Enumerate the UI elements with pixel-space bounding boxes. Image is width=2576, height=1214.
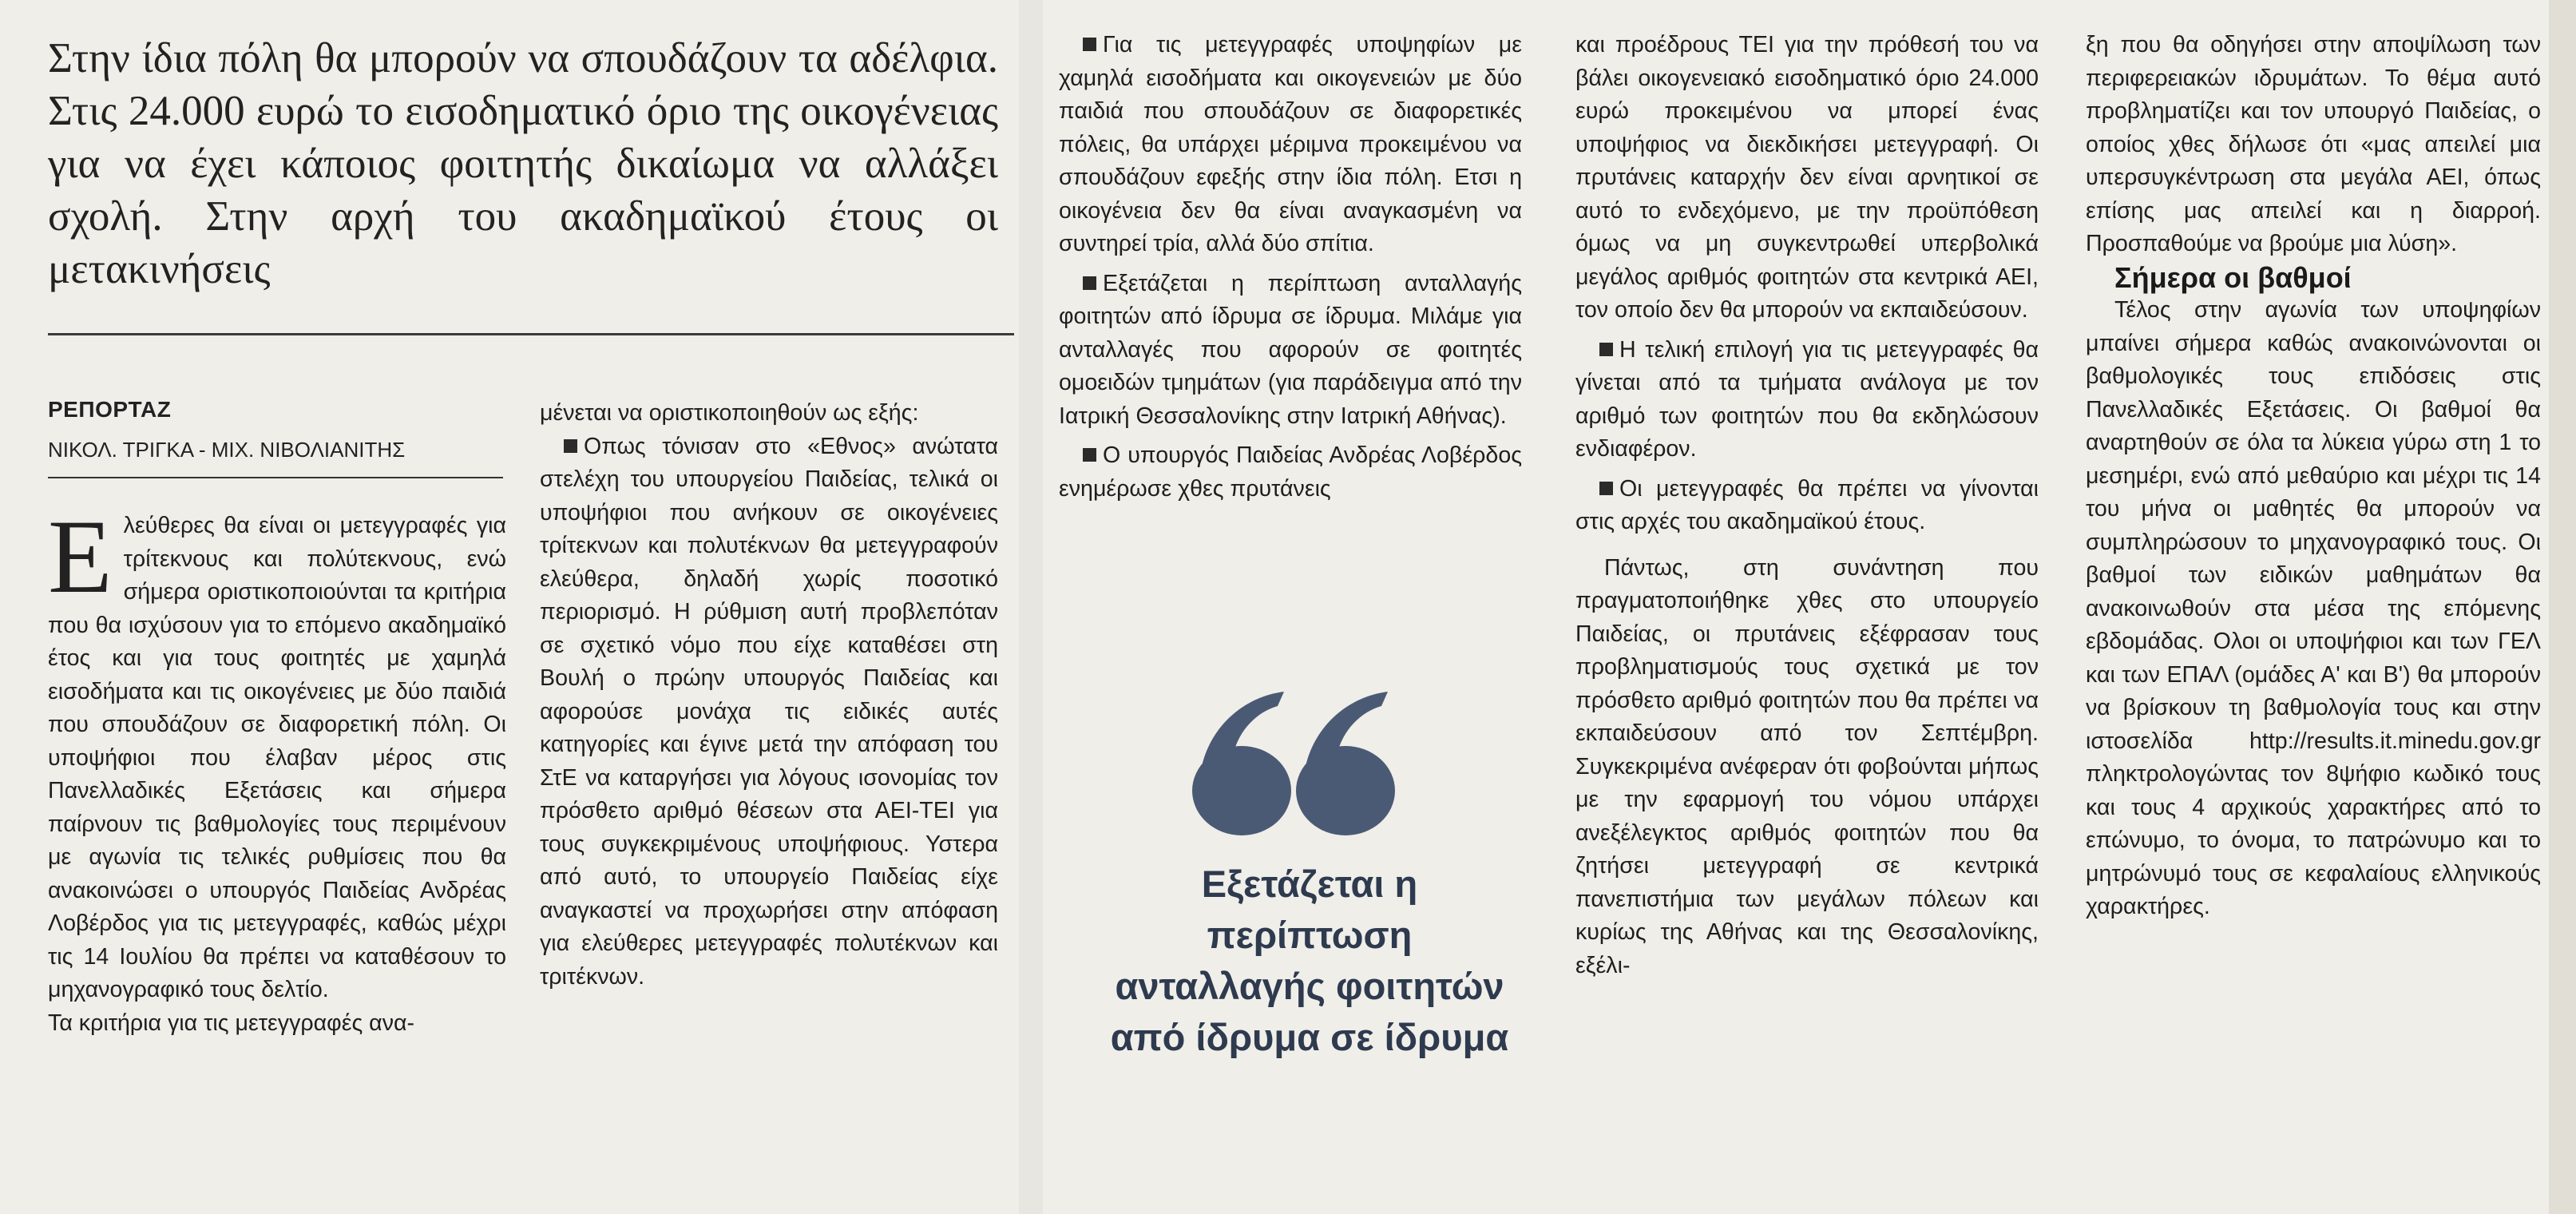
paragraph: και προέδρους ΤΕΙ για την πρόθεσή του να βάλει οικογενειακό εισοδηματικό όριο 24.000 ευρώ προκειμένου να μπορεί ένας υποψήφιος να διεκδικήσει μετεγγραφή. Οι πρυτάνεις καταρχήν δεν είναι αρνητικοί σε αυτό το ενδεχόμενο, με την προϋπόθεση όμως να μη συγκεντρωθεί υπερβολικά μεγάλος αριθμός φοιτητών στα κεντρικά ΑΕΙ, τον οποίο δεν θα μπορούν να εκπαιδεύσουν. bbox=[1575, 32, 2039, 323]
drop-cap: Ε bbox=[48, 498, 113, 615]
article-deck: Στην ίδια πόλη θα μπορούν να σπουδάζουν τα αδέλφια. Στις 24.000 ευρώ το εισοδηματικό όριο της οικογένειας για να έχει κάποιος φοιτητής δικαίωμα να αλλάξει σχολή. Στην αρχή του ακαδημαϊκού έτους οι μετακινήσεις bbox=[48, 35, 998, 292]
pull-quote: Εξετάζεται η περίπτωση ανταλλαγής φοιτητών από ίδρυμα σε ίδρυμα bbox=[1110, 863, 1509, 1058]
subheading: Σήμερα οι βαθμοί bbox=[2114, 260, 2352, 294]
square-bullet-icon bbox=[1083, 448, 1096, 462]
paragraph: Πάντως, στη συνάντηση που πραγματοποιήθηκε χθες στο υπουργείο Παιδείας, οι πρυτάνεις εξέφρασαν τους προβληματισμούς τους σχετικά με τον πρόσθετο αριθμό φοιτητών που θα πρέπει να εκπαιδεύσουν από τον Σεπτέμβρη. Συγκεκριμένα ανέφεραν ότι φοβούνται μήπως με την εφαρμογή του νόμου υπάρχει ανεξέλεγκτος αριθμός φοιτητών που θα ζητήσει μετεγγραφή σε κεντρικά πανεπιστήμια των μεγάλων πόλεων και κυρίως της Αθήνας και της Θεσσαλονίκης, εξέλι- bbox=[1575, 554, 2039, 978]
column-2 bbox=[540, 397, 998, 994]
paragraph bbox=[48, 498, 506, 1007]
bullet-text: Οι μετεγγραφές θα πρέπει να γίνονται στις αρχές του ακαδημαϊκού έτους. bbox=[1575, 475, 2039, 534]
square-bullet-icon bbox=[1599, 482, 1613, 495]
bullet-paragraph bbox=[1575, 334, 2039, 466]
paragraph: Τέλος στην αγωνία των υποψηφίων μπαίνει σήμερα καθώς ανακοινώνονται οι βαθμολογικές τους επιδόσεις στις Πανελλαδικές Εξετάσεις. Οι βαθμοί θα αναρτηθούν σε όλα τα λύκεια γύρω στη 1 το μεσημέρι, ενώ από μεθαύριο και μέχρι τις 14 του μήνα οι μαθητές θα μπορούν να συμπληρώσουν το μηχανογραφικό τους. Οι βαθμοί των ειδικών μαθημάτων θα ανακοινωθούν στα μέσα της επόμενης εβδομάδας. Ολοι οι υποψήφιοι και των ΓΕΛ και των ΕΠΑΛ (ομάδες Α' και Β') θα μπορούν να βρίσκουν τη βαθμολογία τους και στην ιστοσελίδα http://results.it.minedu.gov.gr πληκτρολογώντας τον 8ψήφιο κωδικό τους και τους 4 αρχικούς χαρακτήρες από το επώνυμο, το όνομα, το πατρώνυμο και το μητρώνυμό τους σε κεφαλαίους ελληνικούς χαρακτήρες. bbox=[2086, 297, 2541, 919]
opening-quote-icon bbox=[1182, 687, 1405, 839]
square-bullet-icon bbox=[564, 439, 577, 453]
paragraph: ξη που θα οδηγήσει στην αποψίλωση των περιφερειακών ιδρυμάτων. Το θέμα αυτό προβληματίζει και τον υπουργό Παιδείας, ο οποίος χθες δήλωσε ότι «μας απειλεί μια υπερσυγκέντρωση στα μεγάλα ΑΕΙ, όπως επίσης μας απειλεί και η διαρροή. Προσπαθούμε να βρούμε μια λύση». bbox=[2086, 32, 2541, 256]
bullet-paragraph bbox=[1059, 268, 1522, 434]
paragraph: μένεται να οριστικοποιηθούν ως εξής: bbox=[540, 400, 919, 426]
paragraph: Τα κριτήρια για τις μετεγγραφές ανα- bbox=[48, 1010, 415, 1036]
byline-authors: ΝΙΚΟΛ. ΤΡΙΓΚΑ - ΜΙΧ. ΝΙΒΟΛΙΑΝΙΤΗΣ bbox=[48, 438, 406, 462]
bullet-text: Για τις μετεγγραφές υποψηφίων με χαμηλά εισοδήματα και οικογενειών με δύο παιδιά που σπουδάζουν σε διαφορετικές πόλεις, θα υπάρχει μέριμνα προκειμένου να σπουδάζουν εφεξής στην ίδια πόλη. Ετσι η οικογένεια δεν θα είναι αναγκασμένη να συντηρεί τρία, αλλά δύο σπίτια. bbox=[1059, 32, 1522, 256]
column-4 bbox=[1575, 29, 2039, 982]
column-1 bbox=[48, 498, 506, 1040]
bullet-paragraph bbox=[540, 430, 998, 994]
column-5 bbox=[2086, 29, 2541, 924]
square-bullet-icon bbox=[1083, 38, 1096, 51]
deck-divider bbox=[48, 333, 1014, 335]
bullet-paragraph bbox=[1575, 473, 2039, 539]
bullet-text: Εξετάζεται η περίπτωση ανταλλαγής φοιτητών από ίδρυμα σε ίδρυμα. Μιλάμε για ανταλλαγές που αφορούν σε φοιτητές ομοειδών τμημάτων (για παράδειγμα από την Ιατρική Θεσσαλονίκης στην Ιατρική Αθήνας). bbox=[1059, 270, 1522, 429]
square-bullet-icon bbox=[1083, 276, 1096, 290]
bullet-text: Ο υπουργός Παιδείας Ανδρέας Λοβέρδος ενημέρωσε χθες πρυτάνεις bbox=[1059, 442, 1522, 502]
bullet-text: Η τελική επιλογή για τις μετεγγραφές θα γίνεται από τα τμήματα ανάλογα με τον αριθμό των φοιτητών που θα εκδηλώσουν ενδιαφέρον. bbox=[1575, 336, 2039, 462]
section-label: ΡΕΠΟΡΤΑΖ bbox=[48, 397, 172, 422]
bullet-text: Οπως τόνισαν στο «Εθνος» ανώτατα στελέχη του υπουργείου Παιδείας, τελικά οι υποψήφιοι που ανήκουν σε οικογένειες τρίτεκνων και πολυτέκνων θα μετεγγραφούν ελεύθερα, δηλαδή χωρίς ποσοτικό περιορισμό. Η ρύθμιση αυτή προβλεπόταν σε σχετικό νόμο που είχε καταθέσει στη Βουλή ο πρώην υπουργός Παιδείας και αφορούσε μονάχα τις ειδικές αυτές κατηγορίες και έγινε μετά την απόφαση του ΣτΕ να καταργήσει για λόγους ισονομίας τον πρόσθετο αριθμό θέσεων στα ΑΕΙ-ΤΕΙ για τους συγκεκριμένους υποψήφιους. Υστερα από αυτό, το υπουργείο Παιδείας είχε αναγκαστεί να προχωρήσει στην απόφαση για ελεύθερες μετεγγραφές πολυτέκνων και τριτέκνων. bbox=[540, 433, 998, 990]
bullet-paragraph bbox=[1059, 439, 1522, 506]
bullet-paragraph bbox=[1059, 29, 1522, 261]
square-bullet-icon bbox=[1599, 343, 1613, 356]
column-gutter bbox=[1019, 0, 1043, 1214]
lead-text: λεύθερες θα είναι οι μετεγγραφές για τρίτεκνους και πολύτεκνους, ενώ σήμερα οριστικοποιούνται τα κριτήρια που θα ισχύσουν για το επόμενο ακαδημαϊκό έτος και για τους φοιτητές με χαμηλά εισοδήματα και τις οικογένειες με δύο παιδιά που σπουδάζουν σε διαφορετική πόλη. Οι υποψήφιοι που έλαβαν μέρος στις Πανελλαδικές Εξετάσεις και σήμερα παίρνουν τις βαθμολογίες τους περιμένουν με αγωνία τις τελικές ρυθμίσεις που θα ανακοινώσει ο υπουργός Παιδείας Ανδρέας Λοβέρδος για τις μετεγγραφές, καθώς μέχρι τις 14 Ιουλίου θα πρέπει να καταθέσουν το μηχανογραφικό τους δελτίο. bbox=[48, 513, 506, 1002]
byline-divider bbox=[48, 477, 503, 478]
page-edge-strip bbox=[2549, 0, 2576, 1214]
column-3 bbox=[1059, 29, 1522, 506]
